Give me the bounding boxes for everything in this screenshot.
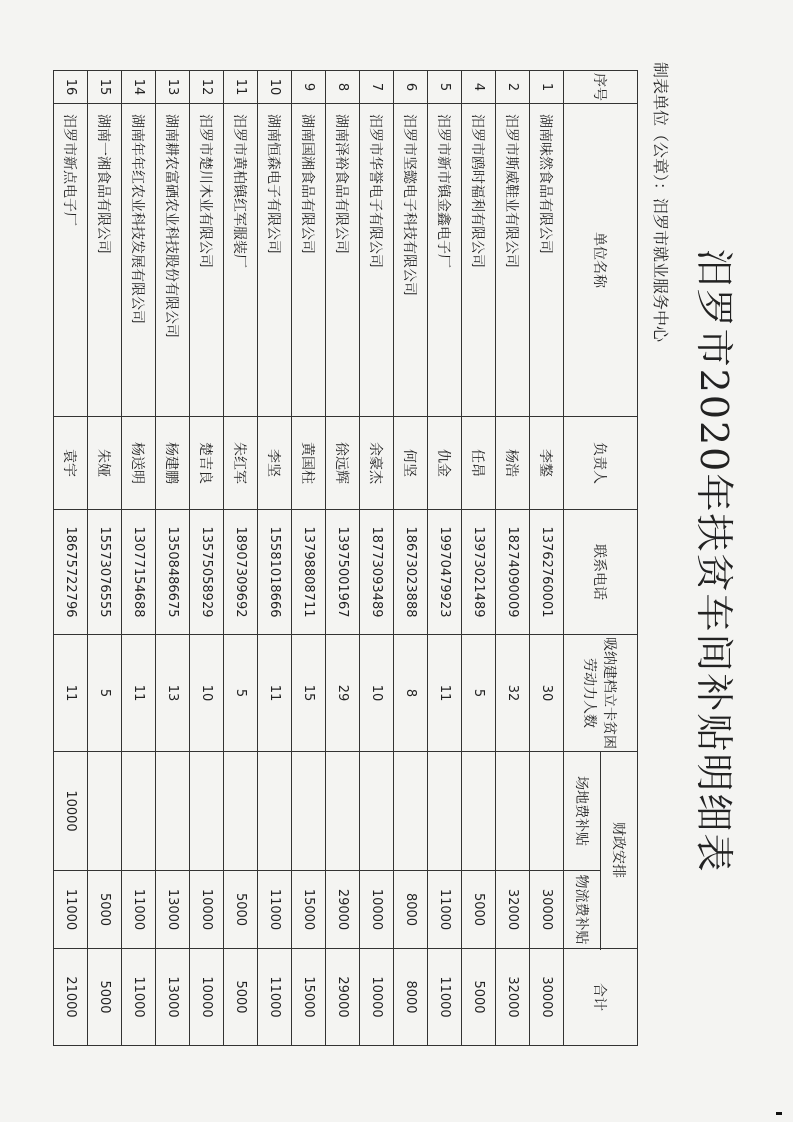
row-logistics-subsidy: 5000 bbox=[462, 871, 496, 949]
table-row bbox=[462, 71, 496, 1046]
row-site-subsidy bbox=[292, 752, 326, 871]
row-labor-count: 10 bbox=[360, 635, 394, 752]
table-row bbox=[54, 71, 88, 1046]
table-row bbox=[88, 71, 122, 1046]
row-phone: 13077154688 bbox=[122, 510, 156, 635]
row-person: 朱红军 bbox=[224, 417, 258, 510]
row-person: 李鏊 bbox=[530, 417, 564, 510]
row-logistics-subsidy: 10000 bbox=[190, 871, 224, 949]
subsidy-table bbox=[53, 70, 638, 1046]
row-index: 1 bbox=[530, 71, 564, 104]
row-site-subsidy bbox=[530, 752, 564, 871]
header-index: 序号 bbox=[564, 71, 638, 104]
row-labor-count: 32 bbox=[496, 635, 530, 752]
row-site-subsidy bbox=[360, 752, 394, 871]
row-site-subsidy: 10000 bbox=[54, 752, 88, 871]
row-labor-count: 11 bbox=[54, 635, 88, 752]
row-unit-name: 汨罗市坚懿电子科技有限公司 bbox=[394, 104, 428, 417]
row-person: 任昂 bbox=[462, 417, 496, 510]
header-logistics-subsidy: 物流费补贴 bbox=[564, 871, 601, 949]
row-index: 7 bbox=[360, 71, 394, 104]
row-index: 2 bbox=[496, 71, 530, 104]
row-labor-count: 11 bbox=[428, 635, 462, 752]
issuing-unit-label: 制表单位（公章）：汨罗市就业服务中心 bbox=[651, 62, 670, 343]
row-phone: 13973021489 bbox=[462, 510, 496, 635]
row-total: 30000 bbox=[530, 949, 564, 1046]
row-total: 11000 bbox=[428, 949, 462, 1046]
row-phone: 18675722796 bbox=[54, 510, 88, 635]
row-total: 11000 bbox=[122, 949, 156, 1046]
header-site-subsidy: 场地费补贴 bbox=[564, 752, 601, 871]
table-row bbox=[122, 71, 156, 1046]
row-total: 5000 bbox=[88, 949, 122, 1046]
row-phone: 13798808711 bbox=[292, 510, 326, 635]
row-phone: 18773093489 bbox=[360, 510, 394, 635]
row-unit-name: 汨罗市黄柏镇红军服装厂 bbox=[224, 104, 258, 417]
row-logistics-subsidy: 11000 bbox=[258, 871, 292, 949]
row-labor-count: 8 bbox=[394, 635, 428, 752]
row-unit-name: 湖南年年红农业科技发展有限公司 bbox=[122, 104, 156, 417]
row-total: 13000 bbox=[156, 949, 190, 1046]
row-total: 32000 bbox=[496, 949, 530, 1046]
table-row bbox=[156, 71, 190, 1046]
row-site-subsidy bbox=[462, 752, 496, 871]
row-logistics-subsidy: 11000 bbox=[122, 871, 156, 949]
row-total: 5000 bbox=[224, 949, 258, 1046]
row-labor-count: 15 bbox=[292, 635, 326, 752]
row-logistics-subsidy: 5000 bbox=[88, 871, 122, 949]
row-phone: 13508486675 bbox=[156, 510, 190, 635]
row-unit-name: 汨罗市楚川木业有限公司 bbox=[190, 104, 224, 417]
row-logistics-subsidy: 29000 bbox=[326, 871, 360, 949]
row-person: 徐远辉 bbox=[326, 417, 360, 510]
row-index: 4 bbox=[462, 71, 496, 104]
row-person: 楚吉良 bbox=[190, 417, 224, 510]
header-unit-name: 单位名称 bbox=[564, 104, 638, 417]
row-index: 11 bbox=[224, 71, 258, 104]
row-site-subsidy bbox=[394, 752, 428, 871]
row-unit-name: 湖南国湘食品有限公司 bbox=[292, 104, 326, 417]
row-total: 10000 bbox=[190, 949, 224, 1046]
row-index: 16 bbox=[54, 71, 88, 104]
row-phone: 13762760001 bbox=[530, 510, 564, 635]
row-person: 杨建鹏 bbox=[156, 417, 190, 510]
row-labor-count: 30 bbox=[530, 635, 564, 752]
header-phone: 联系电话 bbox=[564, 510, 638, 635]
row-labor-count: 5 bbox=[462, 635, 496, 752]
row-unit-name: 湖南泽裕食品有限公司 bbox=[326, 104, 360, 417]
row-logistics-subsidy: 15000 bbox=[292, 871, 326, 949]
row-logistics-subsidy: 11000 bbox=[428, 871, 462, 949]
row-logistics-subsidy: 10000 bbox=[360, 871, 394, 949]
row-total: 21000 bbox=[54, 949, 88, 1046]
row-index: 12 bbox=[190, 71, 224, 104]
row-unit-name: 湖南味然食品有限公司 bbox=[530, 104, 564, 417]
row-logistics-subsidy: 5000 bbox=[224, 871, 258, 949]
row-phone: 13975001967 bbox=[326, 510, 360, 635]
table-row bbox=[394, 71, 428, 1046]
scan-mark bbox=[776, 1112, 782, 1115]
row-index: 13 bbox=[156, 71, 190, 104]
row-person: 杨送明 bbox=[122, 417, 156, 510]
row-labor-count: 11 bbox=[258, 635, 292, 752]
header-person: 负责人 bbox=[564, 417, 638, 510]
row-site-subsidy bbox=[224, 752, 258, 871]
row-logistics-subsidy: 30000 bbox=[530, 871, 564, 949]
row-total: 8000 bbox=[394, 949, 428, 1046]
row-index: 14 bbox=[122, 71, 156, 104]
row-site-subsidy bbox=[428, 752, 462, 871]
row-total: 5000 bbox=[462, 949, 496, 1046]
row-person: 杨浩 bbox=[496, 417, 530, 510]
table-row bbox=[190, 71, 224, 1046]
row-unit-name: 汨罗市新市镇金鑫电子厂 bbox=[428, 104, 462, 417]
row-site-subsidy bbox=[122, 752, 156, 871]
row-site-subsidy bbox=[326, 752, 360, 871]
row-index: 15 bbox=[88, 71, 122, 104]
row-total: 11000 bbox=[258, 949, 292, 1046]
row-index: 5 bbox=[428, 71, 462, 104]
row-phone: 15581018666 bbox=[258, 510, 292, 635]
row-labor-count: 5 bbox=[224, 635, 258, 752]
row-unit-name: 汨罗市新点电子厂 bbox=[54, 104, 88, 417]
row-site-subsidy bbox=[156, 752, 190, 871]
table-row bbox=[292, 71, 326, 1046]
table-row bbox=[326, 71, 360, 1046]
row-total: 10000 bbox=[360, 949, 394, 1046]
row-index: 8 bbox=[326, 71, 360, 104]
row-unit-name: 湖南一湘食品有限公司 bbox=[88, 104, 122, 417]
row-unit-name: 汨罗市华誉电子有限公司 bbox=[360, 104, 394, 417]
row-phone: 13575058929 bbox=[190, 510, 224, 635]
row-site-subsidy bbox=[496, 752, 530, 871]
row-person: 何坚 bbox=[394, 417, 428, 510]
row-logistics-subsidy: 11000 bbox=[54, 871, 88, 949]
row-person: 袁宇 bbox=[54, 417, 88, 510]
row-index: 9 bbox=[292, 71, 326, 104]
table-body bbox=[54, 71, 564, 1046]
header-total: 合计 bbox=[564, 949, 638, 1046]
row-unit-name: 汨罗市鸥时福利有限公司 bbox=[462, 104, 496, 417]
row-phone: 18907309692 bbox=[224, 510, 258, 635]
row-labor-count: 10 bbox=[190, 635, 224, 752]
row-logistics-subsidy: 8000 bbox=[394, 871, 428, 949]
table-row bbox=[360, 71, 394, 1046]
row-labor-count: 29 bbox=[326, 635, 360, 752]
row-index: 10 bbox=[258, 71, 292, 104]
row-person: 朱娅 bbox=[88, 417, 122, 510]
row-phone: 18274090009 bbox=[496, 510, 530, 635]
page-title: 汨罗市2020年扶贫车间补贴明细表 bbox=[692, 248, 736, 874]
row-logistics-subsidy: 13000 bbox=[156, 871, 190, 949]
header-labor-count: 吸纳建档立卡贫困劳动力人数 bbox=[564, 635, 638, 752]
row-total: 15000 bbox=[292, 949, 326, 1046]
row-logistics-subsidy: 32000 bbox=[496, 871, 530, 949]
table-row bbox=[428, 71, 462, 1046]
row-phone: 19970479923 bbox=[428, 510, 462, 635]
row-site-subsidy bbox=[190, 752, 224, 871]
table-row bbox=[496, 71, 530, 1046]
row-labor-count: 13 bbox=[156, 635, 190, 752]
row-total: 29000 bbox=[326, 949, 360, 1046]
row-phone: 18673023888 bbox=[394, 510, 428, 635]
row-person: 余豪杰 bbox=[360, 417, 394, 510]
row-phone: 15573076555 bbox=[88, 510, 122, 635]
header-finance: 财政安排 bbox=[601, 752, 638, 949]
row-unit-name: 湖南耕农富硒农业科技股份有限公司 bbox=[156, 104, 190, 417]
row-site-subsidy bbox=[258, 752, 292, 871]
row-unit-name: 汨罗市斯威鞋业有限公司 bbox=[496, 104, 530, 417]
table-row bbox=[530, 71, 564, 1046]
row-person: 黄国柱 bbox=[292, 417, 326, 510]
row-index: 6 bbox=[394, 71, 428, 104]
row-person: 李坚 bbox=[258, 417, 292, 510]
row-person: 仇金 bbox=[428, 417, 462, 510]
table-row bbox=[224, 71, 258, 1046]
row-labor-count: 5 bbox=[88, 635, 122, 752]
row-unit-name: 湖南恒森电子有限公司 bbox=[258, 104, 292, 417]
row-site-subsidy bbox=[88, 752, 122, 871]
row-labor-count: 11 bbox=[122, 635, 156, 752]
table-row bbox=[258, 71, 292, 1046]
